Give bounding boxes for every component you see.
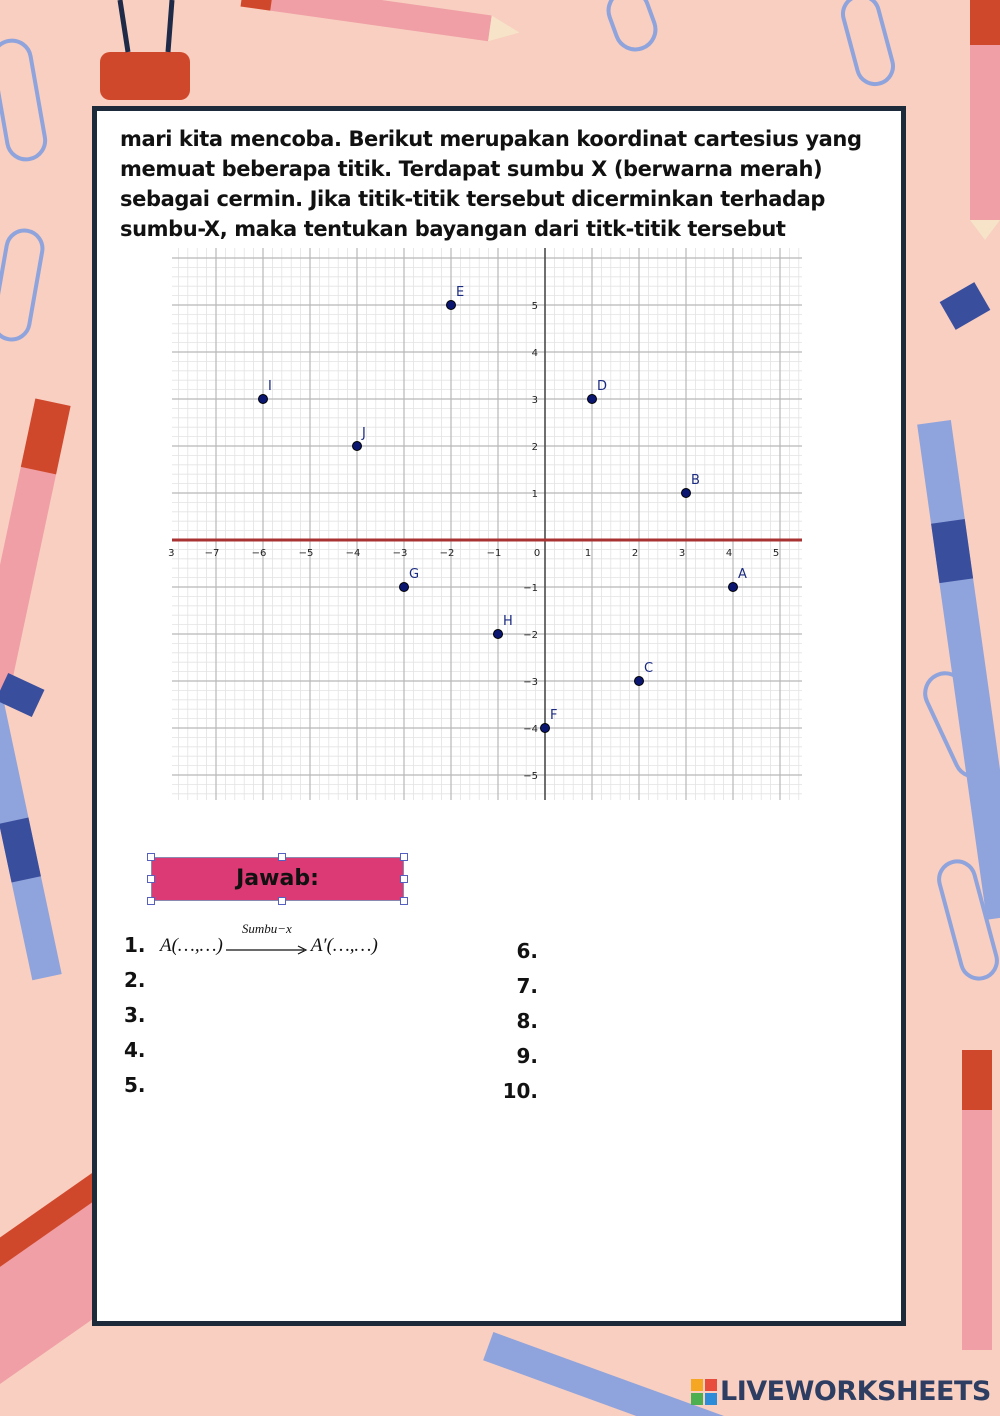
x-tick-label: 3	[678, 548, 686, 559]
y-tick-label: −1	[523, 583, 538, 594]
answer-row	[124, 998, 378, 1033]
x-tick-label: 2	[631, 548, 639, 559]
answer-row	[498, 934, 538, 969]
x-tick-label: −1	[486, 548, 502, 559]
resize-handle[interactable]	[278, 897, 286, 905]
x-tick-label: 1	[584, 548, 592, 559]
answer-number: 2.	[124, 968, 146, 992]
point-h	[494, 630, 503, 639]
y-tick-label: −3	[523, 677, 538, 688]
x-tick-label: −6	[251, 548, 267, 559]
answer-list-right	[498, 934, 538, 1109]
resize-handle[interactable]	[400, 897, 408, 905]
answer-row	[498, 1074, 538, 1109]
answer-row	[498, 1004, 538, 1039]
resize-handle[interactable]	[147, 897, 155, 905]
answer-row	[124, 920, 378, 963]
answer-number: 10.	[502, 1079, 538, 1103]
binder-clip-icon	[940, 282, 991, 330]
point-c	[635, 677, 644, 686]
answer-row	[498, 969, 538, 1004]
point-label-d: D	[597, 379, 608, 394]
intro-text: mari kita mencoba. Berikut merupakan koordinat cartesius yang memuat beberapa titik. Terdapat sumbu X (berwarna merah) sebagai cermin. Jika titik-titik tersebut dicerminkan terhadap sumbu-X, maka tentukan bayangan dari titk-titik tersebut	[120, 127, 862, 241]
answer-number: 3.	[124, 1003, 146, 1027]
resize-handle[interactable]	[147, 853, 155, 861]
grid-major	[172, 248, 802, 800]
point-label-a: A	[738, 567, 747, 582]
answer-number: 4.	[124, 1038, 146, 1062]
x-tick-label: 3	[168, 548, 175, 559]
resize-handle[interactable]	[400, 853, 408, 861]
pen-icon	[0, 700, 62, 980]
answer-number: 8.	[516, 1009, 538, 1033]
x-tick-label: −2	[439, 548, 455, 559]
x-tick-label: −7	[204, 548, 220, 559]
y-tick-label: 2	[531, 442, 538, 453]
point-label-e: E	[456, 285, 465, 300]
x-tick-label: 5	[772, 548, 780, 559]
y-tick-label: 4	[531, 348, 538, 359]
pencil-icon	[962, 1050, 992, 1350]
pencil-icon	[970, 0, 1000, 240]
cartesian-chart	[168, 248, 802, 800]
point-g	[400, 583, 409, 592]
answer-number: 5.	[124, 1073, 146, 1097]
answer-number: 7.	[516, 974, 538, 998]
point-i	[259, 395, 268, 404]
point-j	[353, 442, 362, 451]
point-label-b: B	[691, 473, 700, 488]
example-right: A′(…,…)	[310, 935, 378, 956]
binder-clip-icon	[100, 0, 190, 100]
brand-name: LIVEWORKSHEETS	[720, 1376, 991, 1407]
y-tick-label: 1	[531, 489, 538, 500]
y-tick-label: 5	[531, 301, 538, 312]
long-arrow-icon	[226, 939, 308, 959]
answer-number: 1.	[124, 933, 146, 957]
resize-handle[interactable]	[278, 853, 286, 861]
x-tick-label: −4	[345, 548, 361, 559]
point-label-c: C	[644, 661, 654, 676]
example-left: A(…,…)	[160, 935, 223, 956]
answer-row	[124, 1033, 378, 1068]
brand-grid-icon	[690, 1378, 718, 1406]
x-tick-label: −3	[392, 548, 408, 559]
point-label-g: G	[409, 567, 420, 582]
resize-handle[interactable]	[147, 875, 155, 883]
pen-icon	[917, 420, 1000, 920]
brand-logo[interactable]	[690, 1376, 991, 1407]
point-label-j: J	[362, 426, 366, 441]
mapping-arrow	[226, 920, 308, 956]
point-b	[682, 489, 691, 498]
point-e	[447, 301, 456, 310]
point-label-i: I	[268, 379, 272, 394]
y-tick-label: −4	[523, 724, 538, 735]
point-a	[729, 583, 738, 592]
answer-row	[124, 963, 378, 998]
y-tick-label: −5	[523, 771, 538, 782]
x-tick-label: −5	[298, 548, 314, 559]
grid-minor	[172, 248, 802, 800]
y-tick-label: −2	[523, 630, 538, 641]
answer-list-left	[124, 920, 378, 1103]
x-tick-label: 4	[725, 548, 733, 559]
resize-handle[interactable]	[400, 875, 408, 883]
point-label-h: H	[503, 614, 513, 629]
point-f	[541, 724, 550, 733]
pencil-icon	[0, 398, 71, 699]
x-tick-label: 0	[533, 548, 541, 559]
y-tick-label: 3	[531, 395, 538, 406]
binder-clip-icon	[0, 673, 44, 717]
point-d	[588, 395, 597, 404]
answer-number: 9.	[516, 1044, 538, 1068]
arrow-label: Sumbu−x	[241, 920, 292, 936]
answer-header[interactable]: Jawab:	[151, 857, 404, 901]
point-label-f: F	[550, 708, 558, 723]
pencil-icon	[241, 0, 522, 45]
answer-row	[124, 1068, 378, 1103]
example-mapping	[160, 920, 378, 963]
answer-row	[498, 1039, 538, 1074]
answer-number: 6.	[516, 939, 538, 963]
